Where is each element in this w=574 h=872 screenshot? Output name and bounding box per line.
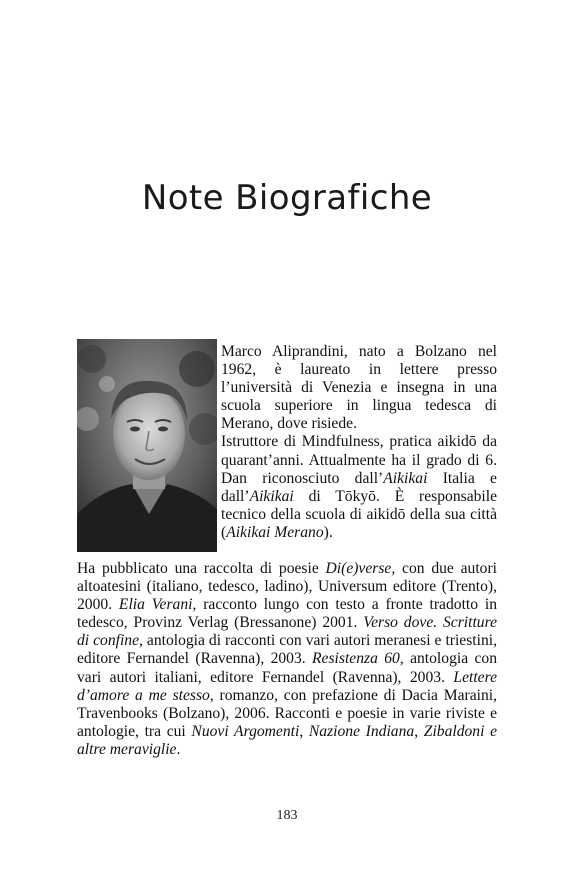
bio-publications — [77, 560, 497, 759]
bio-paragraph-2 — [221, 433, 497, 542]
text-run: con due autori altoatesini (italiano, tedesco, ladino), Universum editore (Trento), 2000. — [77, 560, 497, 614]
text-run: . — [176, 740, 181, 758]
text-run: , romanzo, con prefazione di Dacia Maraini, Travenbooks (Bolzano), 2006. Racconti e poesie in varie riviste e antologie, tra cui — [77, 686, 497, 740]
text-run: ). — [323, 523, 333, 541]
italic-title: Elia Verani — [118, 596, 193, 614]
text-run: , racconto lungo con testo a fronte tradotto in tedesco, Provinz Verlag (Bressanone) 2001. — [77, 596, 497, 632]
italic-title: Lettere d’amore a me stesso — [77, 668, 497, 704]
text-run: , — [299, 722, 309, 740]
italic-title: Verso dove. Scritture di confine — [77, 614, 497, 650]
text-run: di Tōkyō. È responsabile tecnico della scuola di aikidō della sua città ( — [221, 487, 497, 541]
text-run: Istruttore di Mindfulness, pratica aikidō da quarant’anni. Attualmente ha il grado di 6. Dan riconosciuto dall’ — [221, 433, 497, 487]
italic-title: Zibaldoni e altre meraviglie — [77, 722, 498, 758]
italic-title: Aikikai Merano — [226, 523, 324, 541]
page-number: 183 — [276, 808, 298, 823]
text-run: Ha pubblicato una raccolta di poesie — [77, 560, 326, 577]
text-run: , antologia di racconti con vari autori meranesi e triestini, editore Fernandel (Ravenna), 2003. — [77, 632, 497, 668]
bio-text-beside-photo — [221, 343, 497, 542]
italic-title: Resistenza 60 — [312, 650, 400, 668]
text-run: , antologia con vari autori italiani, editore Fernandel (Ravenna), 2003. — [77, 650, 497, 686]
text-run: Italia e dall’ — [221, 469, 497, 505]
italic-title: Aikikai — [383, 469, 428, 487]
italic-title: Di(e)verse, — [325, 560, 396, 577]
italic-title: Nazione Indiana — [308, 722, 415, 740]
publications-paragraph — [77, 560, 497, 759]
italic-title: Nuovi Argomenti — [191, 722, 300, 740]
bio-paragraph-1: Marco Aliprandini, nato a Bolzano nel 1962, è laureato in lettere presso l’università di Venezia e insegna in una scuola superiore in lingua tedesca di Merano, dove risiede. — [221, 343, 497, 433]
italic-title: Aikikai — [249, 487, 294, 505]
text-run: , — [414, 722, 424, 740]
page-title: Note Biografiche — [141, 178, 433, 218]
author-photo — [77, 339, 217, 552]
